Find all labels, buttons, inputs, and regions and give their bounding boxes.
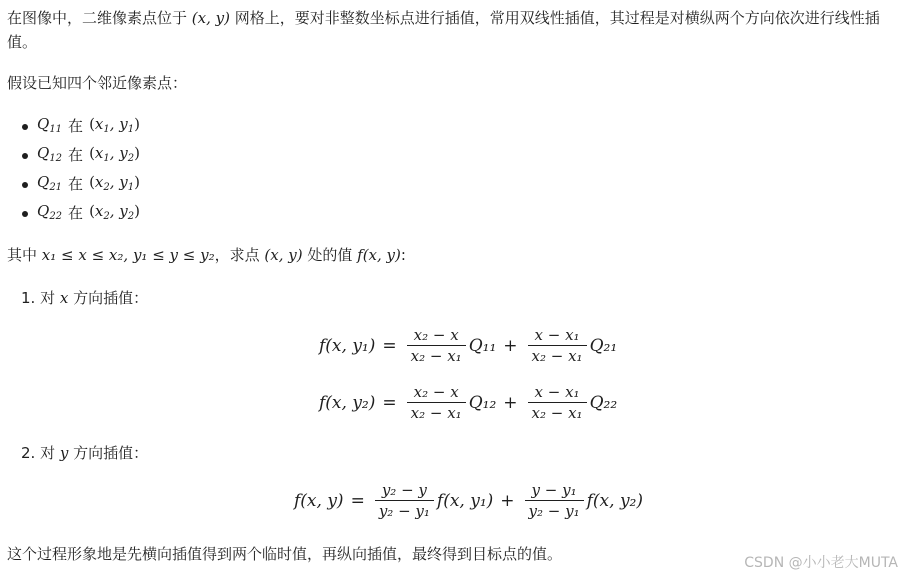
- equals-sign: =: [350, 490, 365, 511]
- point-label-sub: 21: [49, 181, 63, 193]
- coord-y-sub: 2: [127, 210, 135, 222]
- eq-term: f(x, y₂): [586, 490, 643, 511]
- point-word: 在: [68, 117, 84, 135]
- equation-1: [319, 325, 617, 366]
- step-pre: 对: [40, 289, 60, 307]
- step-var: y: [59, 444, 69, 462]
- equation-3: [294, 480, 643, 521]
- denominator: x₂ − x₁: [528, 345, 587, 366]
- numerator: x₂ − x: [413, 326, 459, 344]
- eq-lhs: f(x, y): [294, 490, 344, 511]
- condition-middle: ，求点: [214, 246, 265, 264]
- step-number: 2.: [21, 444, 36, 462]
- list-item: [22, 141, 140, 170]
- point-label: $Q_{22}$: [37, 201, 63, 222]
- step-post: 方向插值：: [68, 444, 149, 462]
- assume-paragraph: 假设已知四个邻近像素点：: [7, 74, 188, 92]
- step-post: 方向插值：: [68, 289, 149, 307]
- list-item: [22, 199, 140, 228]
- numerator: y − y₁: [531, 481, 577, 499]
- point-coord: ($x_1$, $y_2$): [89, 143, 141, 164]
- intro-text-2: 网格上，要对非整数坐标点进行插值，常用双线性插值，其过程是对横纵两个方向依次进行线性插值。: [7, 9, 880, 51]
- denominator: x₂ − x₁: [528, 402, 587, 423]
- coord-y-sub: 2: [127, 152, 135, 164]
- point-label-sub: 22: [49, 210, 63, 222]
- fraction: [525, 480, 584, 521]
- point-label: $Q_{21}$: [37, 172, 63, 193]
- plus-sign: +: [503, 335, 518, 356]
- fraction: [528, 382, 587, 423]
- fraction: [407, 325, 466, 366]
- point-coord: ($x_1$, $y_1$): [89, 114, 141, 135]
- step-1: [21, 286, 148, 310]
- point-word: 在: [68, 146, 84, 164]
- eq-term: Q₁₁: [468, 335, 497, 356]
- eq-term: Q₁₂: [468, 392, 497, 413]
- coord-x-sub: 1: [103, 152, 110, 164]
- condition-ineq-y: y₁ ≤ y ≤ y₂: [132, 246, 215, 264]
- coord-x-sub: 1: [103, 123, 110, 135]
- fraction: [528, 325, 587, 366]
- denominator: x₂ − x₁: [407, 345, 466, 366]
- step-var: x: [59, 289, 69, 307]
- plus-sign: +: [503, 392, 518, 413]
- list-item: [22, 112, 140, 141]
- point-label: $Q_{12}$: [37, 143, 63, 164]
- step-number: 1.: [21, 289, 36, 307]
- coord-x-sub: 2: [103, 210, 110, 222]
- point-label-sub: 12: [49, 152, 63, 164]
- numerator: x₂ − x: [413, 383, 459, 401]
- intro-coord: (x, y): [191, 9, 230, 27]
- numerator: y₂ − y: [381, 481, 427, 499]
- point-coord: ($x_2$, $y_1$): [89, 172, 141, 193]
- fraction: [407, 382, 466, 423]
- point-coord: ($x_2$, $y_2$): [89, 201, 141, 222]
- condition-ineq-x: x₁ ≤ x ≤ x₂,: [41, 246, 129, 264]
- numerator: x − x₁: [534, 326, 580, 344]
- coord-x-sub: 2: [103, 181, 110, 193]
- denominator: x₂ − x₁: [407, 402, 466, 423]
- condition-func: f(x, y): [357, 246, 401, 264]
- condition-suffix: 处的值: [302, 246, 358, 264]
- point-word: 在: [68, 204, 84, 222]
- denominator: y₂ − y₁: [525, 500, 584, 521]
- neighbor-points-list: [22, 112, 140, 228]
- eq-lhs: f(x, y₂): [319, 392, 376, 413]
- denominator: y₂ − y₁: [375, 500, 434, 521]
- condition-point: (x, y): [264, 246, 303, 264]
- equation-2: [319, 382, 617, 423]
- bullet-icon: [22, 153, 28, 159]
- step-pre: 对: [40, 444, 60, 462]
- eq-term: Q₂₂: [589, 392, 618, 413]
- list-item: [22, 170, 140, 199]
- condition-end: :: [400, 246, 406, 264]
- conclusion-paragraph: 这个过程形象地是先横向插值得到两个临时值，再纵向插值，最终得到目标点的值。: [7, 545, 563, 563]
- condition-prefix: 其中: [7, 246, 42, 264]
- step-2: [21, 441, 148, 465]
- fraction: [375, 480, 434, 521]
- eq-term: f(x, y₁): [436, 490, 494, 511]
- intro-paragraph: [7, 6, 902, 54]
- point-label-sub: 11: [49, 123, 63, 135]
- point-label: $Q_{11}$: [37, 114, 63, 135]
- numerator: x − x₁: [534, 383, 580, 401]
- coord-y-sub: 1: [127, 123, 135, 135]
- plus-sign: +: [500, 490, 515, 511]
- intro-text-1: 在图像中，二维像素点位于: [7, 9, 192, 27]
- equals-sign: =: [382, 392, 397, 413]
- bullet-icon: [22, 124, 28, 130]
- coord-y-sub: 1: [127, 181, 135, 193]
- watermark: CSDN @小小老大MUTA: [744, 555, 898, 571]
- bullet-icon: [22, 182, 28, 188]
- equals-sign: =: [382, 335, 397, 356]
- bullet-icon: [22, 211, 28, 217]
- eq-term: Q₂₁: [589, 335, 618, 356]
- condition-paragraph: [7, 243, 902, 267]
- eq-lhs: f(x, y₁): [319, 335, 376, 356]
- point-word: 在: [68, 175, 84, 193]
